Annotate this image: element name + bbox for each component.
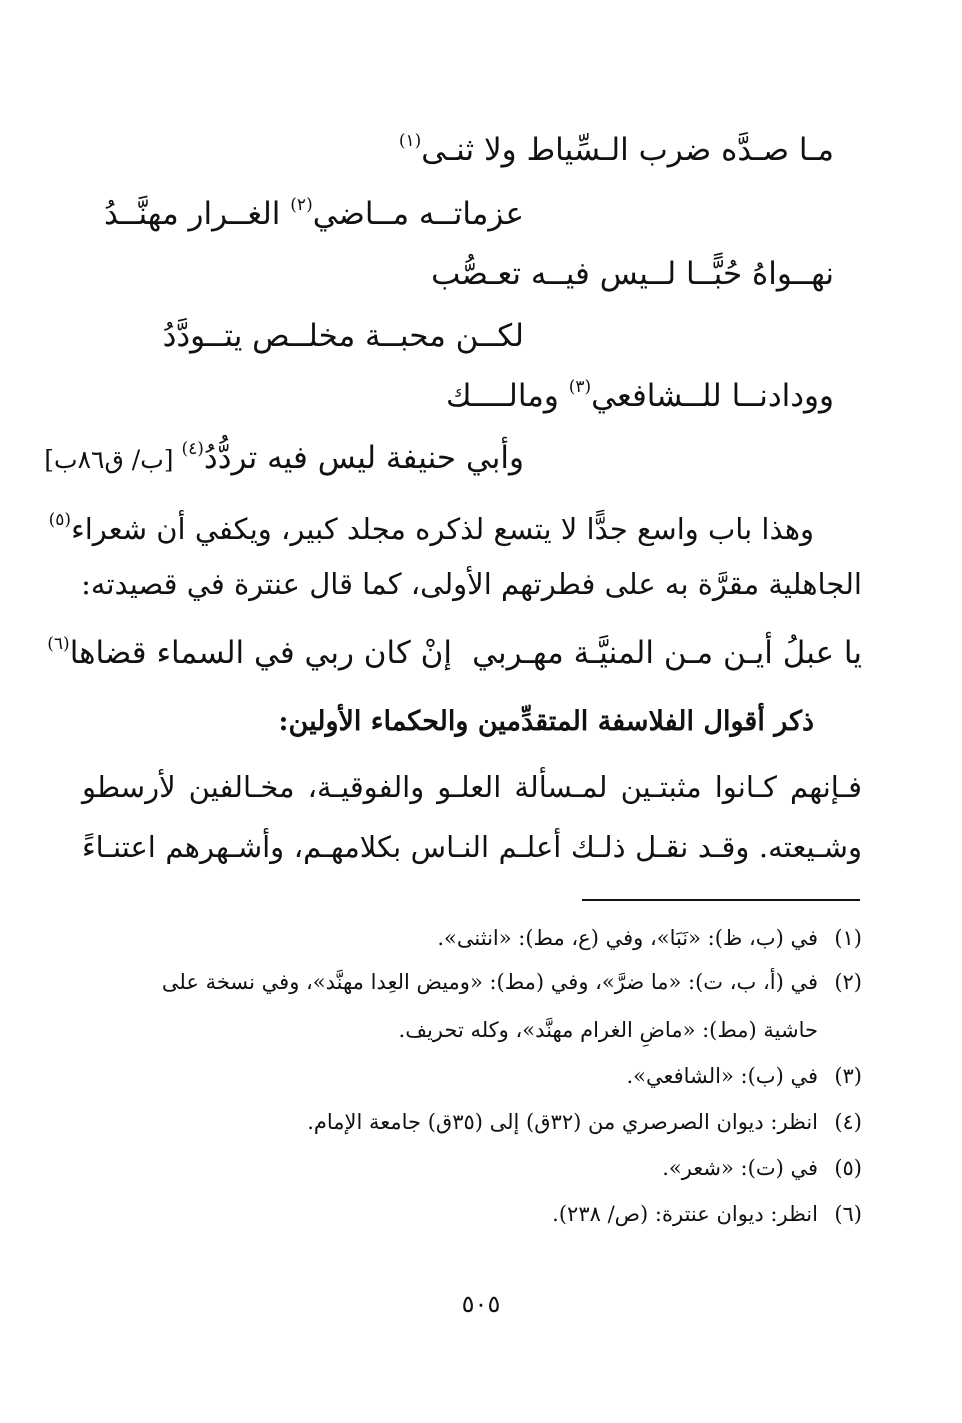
footnote-text: انظر: ديوان الصرصري من (٣٢ق) إلى (٣٥ق) جامعة الإمام. bbox=[307, 1110, 818, 1134]
footnote-text: في (ت): «شعر». bbox=[662, 1156, 818, 1180]
footnote-number: (٦) bbox=[834, 1202, 862, 1226]
verse-line-4 bbox=[163, 318, 524, 354]
verse-text: وودادنــا للــشافعي bbox=[591, 378, 834, 414]
footnote-4 bbox=[307, 1110, 862, 1134]
verse-text: يا عبلُ أيـن مـن المنيَّـة مهـربي bbox=[472, 635, 862, 671]
footnote-ref: (٣) bbox=[568, 377, 592, 397]
antara-hemistich-1 bbox=[472, 635, 862, 671]
footnote-5 bbox=[662, 1156, 862, 1180]
footnote-number: (٣) bbox=[834, 1064, 862, 1088]
paragraph-1-line-2 bbox=[82, 567, 862, 601]
paragraph-1-line-1 bbox=[49, 512, 814, 546]
verse-line-5 bbox=[446, 378, 834, 414]
footnote-text: في (ب، ظ): «نَبَا»، وفي (ع، مط): «انثنى». bbox=[437, 926, 818, 950]
footnote-number: (٢) bbox=[834, 970, 862, 994]
footnote-ref: (٦) bbox=[47, 634, 70, 654]
verse-text: إنْ كان ربي في السماء قضاها bbox=[69, 635, 452, 671]
verse-text: نهــواهُ حُبًّــا لــيس فيــه تعـصُّب bbox=[431, 256, 834, 292]
footnote-ref: (٢) bbox=[290, 195, 313, 215]
footnote-3 bbox=[626, 1064, 862, 1088]
heading-text: ذكر أقوال الفلاسفة المتقدِّمين والحكماء الأولين: bbox=[278, 706, 814, 737]
footnote-number: (٥) bbox=[834, 1156, 862, 1180]
manuscript-folio-ref: [ب/ ق٨٦ب] bbox=[44, 445, 182, 474]
footnote-2 bbox=[162, 970, 862, 994]
verse-text: مـا صـدَّه ضرب الـسِّياط ولا ثنـى bbox=[421, 132, 834, 168]
verse-line-1 bbox=[399, 132, 834, 168]
footnote-number: (١) bbox=[834, 926, 862, 950]
footnote-text: في (ب): «الشافعي». bbox=[626, 1064, 818, 1088]
footnote-6 bbox=[552, 1202, 862, 1226]
verse-text: عزماتــه مــاضي bbox=[312, 196, 524, 232]
page-number: ٥٠٥ bbox=[461, 1290, 501, 1318]
paragraph-2-line-2 bbox=[82, 830, 862, 864]
verse-line-6 bbox=[44, 440, 524, 476]
footnote-ref: (٤) bbox=[181, 439, 204, 459]
prose-text: وهذا باب واسع جدًّا لا يتسع لذكره مجلد كبير، ويكفي أن شعراء bbox=[71, 512, 814, 546]
prose-text: الجاهلية مقرَّة به على فطرتهم الأولى، كما قال عنترة في قصيدته: bbox=[81, 567, 862, 601]
footnote-text: حاشية (مط): «ماضِ الغرام مهنَّد»، وكله تحريف. bbox=[398, 1018, 818, 1042]
verse-text: الغــرار مهنَّــدُ bbox=[104, 196, 291, 232]
prose-text: فـإنهم كـانوا مثبتـين لمـسألة العلـو والفوقيـة، مخـالفين لأرسطو bbox=[82, 770, 862, 804]
footnote-2-continuation bbox=[399, 1018, 818, 1042]
footnote-text: في (أ، ب، ت): «ما ضرَّ»، وفي (مط): «وميض العِدا مهنَّد»، وفي نسخة على bbox=[161, 970, 818, 994]
verse-line-2 bbox=[104, 196, 524, 232]
footnote-ref: (٥) bbox=[48, 510, 72, 530]
footnote-number: (٤) bbox=[834, 1110, 862, 1134]
prose-text: وشـيعته. وقـد نقـل ذلـك أعلـم النـاس بكلامهـم، وأشـهرهم اعتنـاءً bbox=[82, 830, 862, 864]
footnote-ref: (١) bbox=[398, 131, 422, 151]
footnote-separator bbox=[582, 899, 860, 901]
verse-line-3 bbox=[431, 256, 834, 292]
verse-text: وأبي حنيفة ليس فيه تردُّدُ bbox=[203, 440, 524, 476]
section-heading bbox=[279, 706, 814, 737]
footnote-1 bbox=[437, 926, 862, 950]
verse-text: لكــن محبــة مخلــص يتــودَّدُ bbox=[162, 318, 524, 354]
verse-text: ومالــــك bbox=[445, 378, 569, 414]
footnote-text: انظر: ديوان عنترة: (ص/ ٢٣٨). bbox=[552, 1202, 818, 1226]
paragraph-2-line-1 bbox=[82, 770, 862, 804]
antara-hemistich-2 bbox=[47, 635, 452, 671]
